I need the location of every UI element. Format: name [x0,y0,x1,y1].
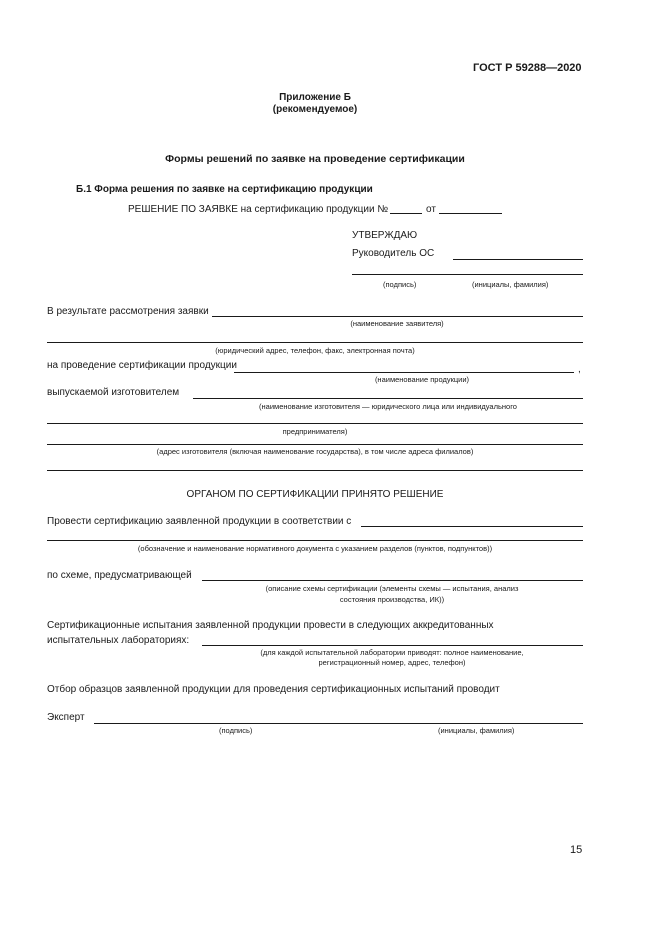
head-signature-line[interactable] [352,274,583,275]
appendix-subtitle: (рекомендуемое) [272,104,358,115]
scheme-caption-line2: состояния производства, ИК)) [339,595,445,604]
decision-number-field[interactable] [390,213,422,214]
section-title: Б.1 Форма решения по заявке на сертификацию продукции [76,184,373,195]
head-initials-caption: (инициалы, фамилия) [472,280,549,289]
standard-designation: ГОСТ Р 59288—2020 [473,62,582,74]
manufacturer-label: выпускаемой изготовителем [47,387,180,398]
decision-from-label: от [426,204,436,215]
product-label: на проведение сертификации продукции [47,360,237,371]
approve-label: УТВЕРЖДАЮ [352,230,418,241]
scheme-caption-line1: (описание схемы сертификации (элементы схемы — испытания, анализ [265,584,519,593]
scheme-field[interactable] [202,580,583,581]
manufacturer-name-field[interactable] [193,398,583,399]
head-name-field[interactable] [453,259,583,260]
expert-label: Эксперт [47,712,85,723]
conform-document-field-2[interactable] [47,540,583,541]
conform-caption: (обозначение и наименование нормативного документа с указанием разделов (пунктов, подпунктов)) [137,544,493,553]
tests-caption-line2: регистрационный номер, адрес, телефон) [318,658,466,667]
tests-label-line2: испытательных лабораториях: [47,635,190,646]
applicant-name-field[interactable] [212,316,583,317]
applicant-address-caption: (юридический адрес, телефон, факс, электронная почта) [215,346,415,355]
product-comma: , [578,364,581,375]
manufacturer-name-field-2[interactable] [47,423,583,424]
head-signature-caption: (подпись) [383,280,417,289]
applicant-name-caption: (наименование заявителя) [350,319,444,328]
decision-label: РЕШЕНИЕ ПО ЗАЯВКЕ на сертификацию продукции № [128,204,389,215]
scheme-label: по схеме, предусматривающей [47,570,192,581]
decision-date-field[interactable] [439,213,502,214]
manufacturer-address-field-2[interactable] [47,470,583,471]
expert-signature-field[interactable] [94,723,583,724]
tests-laboratory-field[interactable] [202,645,583,646]
expert-signature-caption: (подпись) [219,726,253,735]
tests-caption-line1: (для каждой испытательной лаборатории приводят: полное наименование, [260,648,524,657]
page-number: 15 [570,844,583,856]
conform-document-field[interactable] [361,526,583,527]
decision-heading: ОРГАНОМ ПО СЕРТИФИКАЦИИ ПРИНЯТО РЕШЕНИЕ [186,489,444,500]
product-name-field[interactable] [234,372,574,373]
expert-initials-caption: (инициалы, фамилия) [438,726,515,735]
conform-label: Провести сертификацию заявленной продукции в соответствии с [47,516,352,527]
applicant-label: В результате рассмотрения заявки [47,306,209,317]
main-title: Формы решений по заявке на проведение сертификации [165,153,465,165]
applicant-address-field[interactable] [47,342,583,343]
appendix-title: Приложение Б [279,92,351,103]
manufacturer-caption-line1: (наименование изготовителя — юридического лица или индивидуального [259,402,517,411]
manufacturer-address-field[interactable] [47,444,583,445]
tests-label-line1: Сертификационные испытания заявленной продукции провести в следующих аккредитованных [47,620,494,631]
manufacturer-address-caption: (адрес изготовителя (включая наименование государства), в том числе адреса филиалов) [156,447,474,456]
manufacturer-caption-line2: предпринимателя) [282,427,348,436]
sampling-label: Отбор образцов заявленной продукции для проведения сертификационных испытаний проводит [47,684,500,695]
product-caption: (наименование продукции) [374,375,470,384]
head-label: Руководитель ОС [352,248,435,259]
